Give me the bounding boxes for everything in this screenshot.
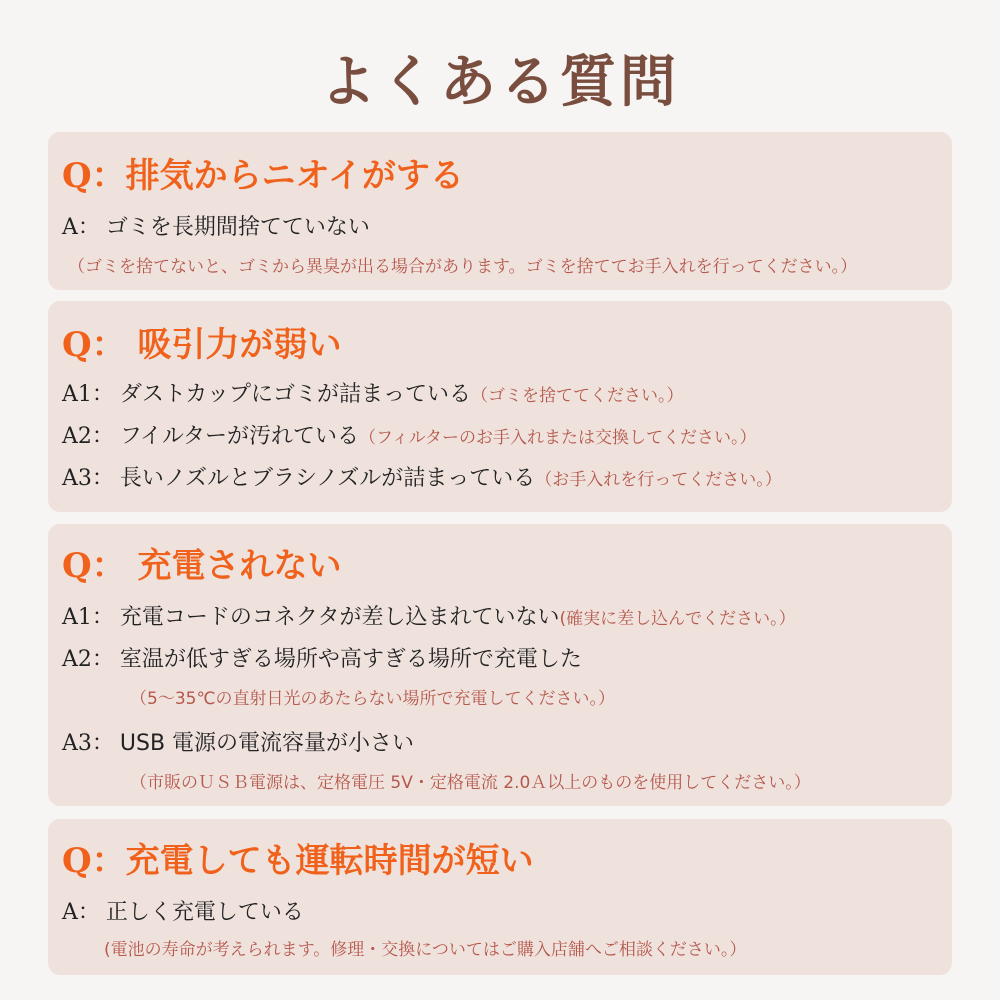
answer-row (62, 600, 796, 631)
answer-text: 正しく充電している (105, 900, 304, 925)
answer-label: A： (62, 215, 100, 240)
answer-row (62, 895, 304, 926)
answer-row (62, 642, 582, 673)
answer-text: 室温が低すぎる場所や高すぎる場所で充電した (119, 647, 582, 672)
answer-label: A3： (62, 466, 114, 491)
faq-card-charging (48, 524, 952, 806)
answer-note: (確実に差し込んでください。） (559, 609, 796, 629)
answer-row (62, 461, 782, 492)
answer-row (62, 210, 370, 241)
answer-row (62, 726, 414, 757)
answer-label: A1： (62, 605, 114, 630)
answer-label: A： (62, 900, 100, 925)
answer-note: （ゴミを捨てないと、ゴミから異臭が出る場合があります。ゴミを捨ててお手入れを行ってください。） (68, 257, 858, 277)
answer-note: （5～35℃の直射日光のあたらない場所で充電してください。） (130, 689, 616, 709)
answer-text: フイルターが汚れている (119, 424, 360, 449)
question-odor: Q：排気からニオイがする (62, 156, 464, 196)
answer-text: 長いノズルとブラシノズルが詰まっている (119, 466, 536, 491)
answer-note: （お手入れを行ってください。） (535, 470, 782, 490)
answer-row (62, 419, 757, 450)
answer-note: (電池の寿命が考えられます。修理・交換についてはご購入店舗へご相談ください。） (104, 940, 747, 960)
answer-text: ゴミを長期間捨てていない (105, 215, 370, 240)
answer-note: （フィルターのお手入れまたは交換してください。） (359, 428, 757, 448)
answer-label: A3： (62, 731, 114, 756)
answer-label: A2： (62, 647, 114, 672)
answer-text: 充電コードのコネクタが差し込まれていない (119, 605, 560, 630)
answer-text: USB 電源の電流容量が小さい (119, 731, 415, 756)
faq-card-runtime (48, 819, 952, 975)
faq-card-odor (48, 132, 952, 290)
answer-note: （ゴミを捨ててください。） (471, 386, 684, 406)
question-charging: Q： 充電されない (62, 546, 342, 586)
answer-row (62, 377, 684, 408)
question-suction: Q： 吸引力が弱い (62, 325, 342, 365)
faq-card-suction (48, 301, 952, 512)
question-runtime: Q：充電しても運転時間が短い (62, 841, 534, 881)
answer-label: A2： (62, 424, 114, 449)
page-title: よくある質問 (320, 49, 680, 115)
answer-label: A1： (62, 382, 114, 407)
answer-text: ダストカップにゴミが詰まっている (119, 382, 472, 407)
answer-note: （市販のＵＳＢ電源は、定格電圧 5V・定格電流 2.0Ａ以上のものを使用してください。） (130, 773, 811, 793)
